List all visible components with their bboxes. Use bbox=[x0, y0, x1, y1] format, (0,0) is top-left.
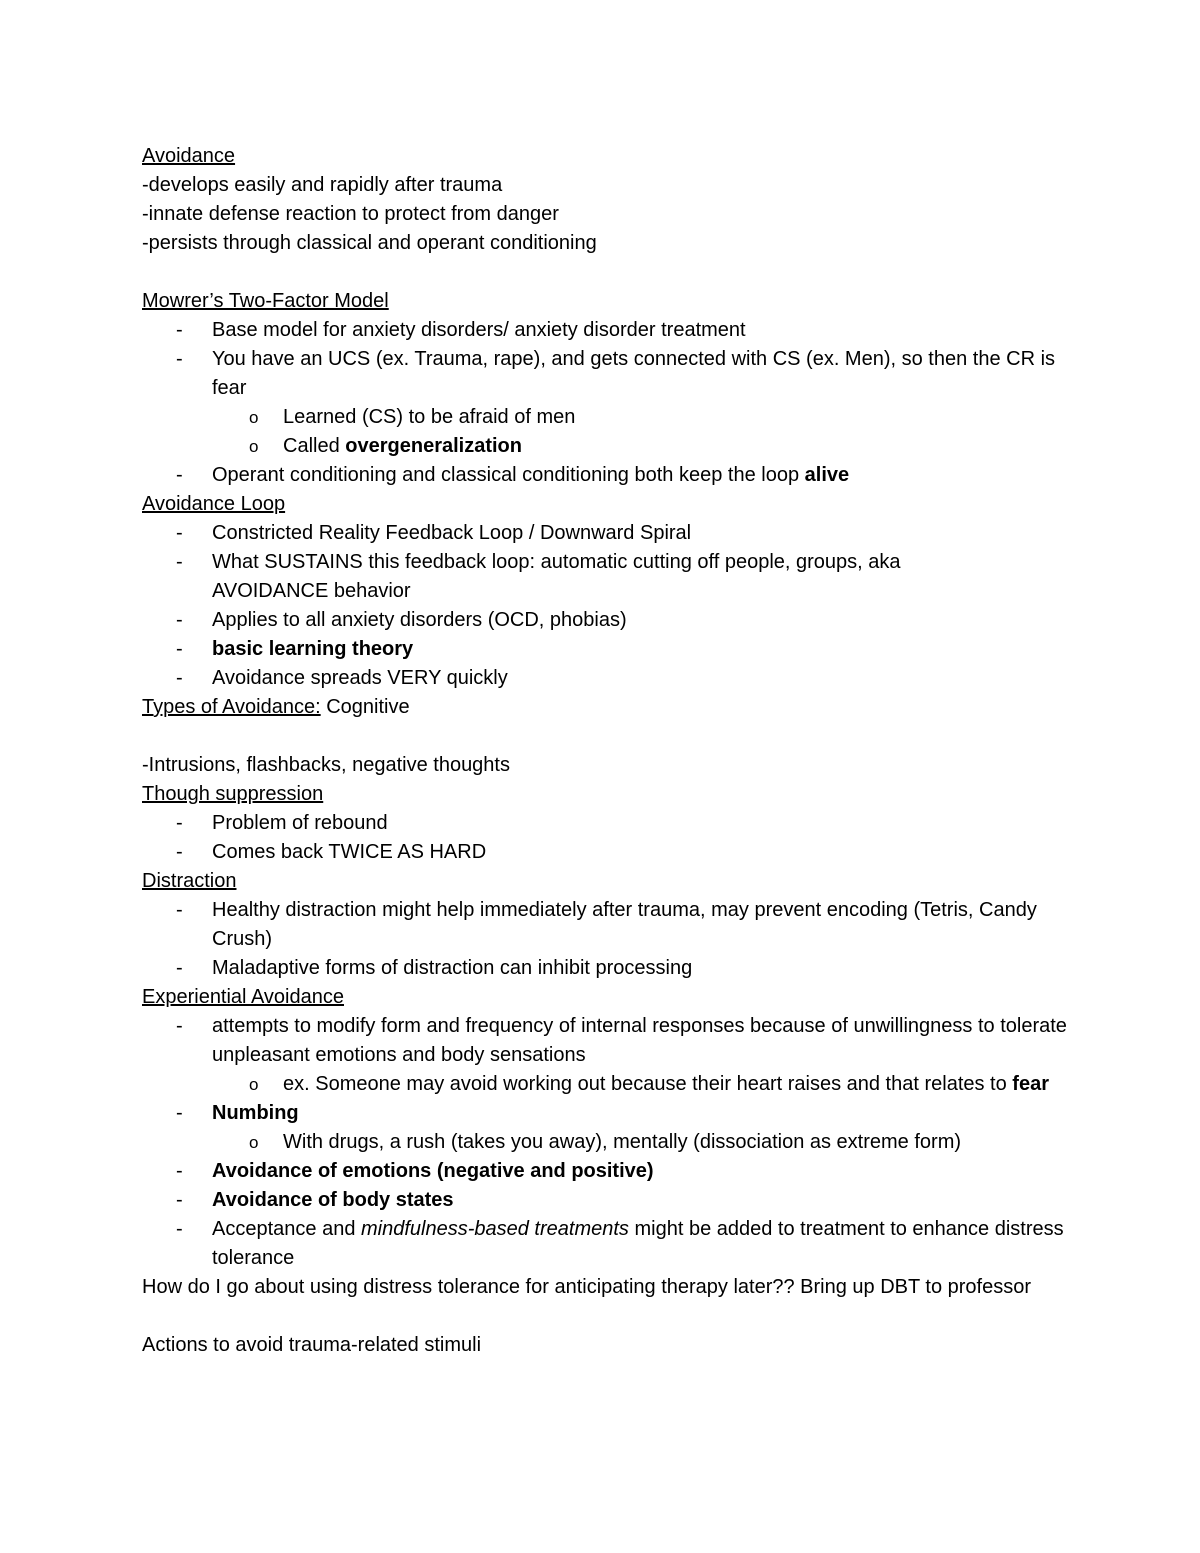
text-line: -innate defense reaction to protect from danger bbox=[142, 203, 559, 225]
text-line: -develops easily and rapidly after trauma bbox=[142, 174, 503, 196]
blank-line bbox=[142, 1302, 1072, 1331]
bullet-text: Base model for anxiety disorders/ anxiety disorder treatment bbox=[212, 319, 746, 341]
bullet-item bbox=[142, 461, 1072, 490]
dash-marker: - bbox=[176, 1218, 183, 1240]
dash-marker: - bbox=[176, 667, 183, 689]
section-heading-avoidance: Avoidance bbox=[142, 145, 236, 167]
bullet-item bbox=[142, 809, 1072, 838]
dash-marker: - bbox=[176, 899, 183, 921]
sub-bullet-text: ex. Someone may avoid working out because their heart raises and that relates to bbox=[283, 1073, 1013, 1095]
circle-marker: o bbox=[249, 1133, 259, 1152]
bullet-item bbox=[142, 316, 1072, 345]
bullet-item bbox=[142, 1099, 1072, 1128]
section-heading-types: Types of Avoidance: bbox=[142, 696, 321, 718]
bullet-text: Operant conditioning and classical conditioning both keep the loop bbox=[212, 464, 805, 486]
bullet-item bbox=[142, 548, 1072, 606]
section-heading-distraction: Distraction bbox=[142, 870, 237, 892]
bullet-item bbox=[142, 606, 1072, 635]
sub-bullet-text: Learned (CS) to be afraid of men bbox=[283, 406, 576, 428]
bullet-text: Comes back TWICE AS HARD bbox=[212, 841, 487, 863]
bullet-item bbox=[142, 664, 1072, 693]
dash-marker: - bbox=[176, 1189, 183, 1211]
dash-marker: - bbox=[176, 609, 183, 631]
dash-marker: - bbox=[176, 464, 183, 486]
dash-marker: - bbox=[176, 522, 183, 544]
document-page bbox=[142, 142, 1072, 1360]
bullet-text: You have an UCS (ex. Trauma, rape), and gets connected with CS (ex. Men), so then the CR is fear bbox=[212, 348, 1056, 399]
sub-bullet-text: With drugs, a rush (takes you away), mentally (dissociation as extreme form) bbox=[283, 1131, 962, 1153]
bullet-item bbox=[142, 1157, 1072, 1186]
bullet-text: Constricted Reality Feedback Loop / Downward Spiral bbox=[212, 522, 692, 544]
types-suffix: Cognitive bbox=[320, 696, 410, 718]
section-heading-experiential: Experiential Avoidance bbox=[142, 986, 344, 1008]
dash-marker: - bbox=[176, 812, 183, 834]
blank-line bbox=[142, 722, 1072, 751]
sub-bullet-item bbox=[142, 1070, 1072, 1099]
bullet-text: Maladaptive forms of distraction can inhibit processing bbox=[212, 957, 693, 979]
bullet-text: Problem of rebound bbox=[212, 812, 388, 834]
section-heading-suppression: Though suppression bbox=[142, 783, 324, 805]
dash-marker: - bbox=[176, 1160, 183, 1182]
dash-marker: - bbox=[176, 1102, 183, 1124]
bullet-text: basic learning theory bbox=[212, 638, 414, 660]
bullet-text: might be added to treatment to enhance distress tolerance bbox=[212, 1218, 1064, 1269]
dash-marker: - bbox=[176, 841, 183, 863]
dash-marker: - bbox=[176, 319, 183, 341]
bullet-text: Acceptance and bbox=[212, 1218, 361, 1240]
circle-marker: o bbox=[249, 437, 259, 456]
bullet-item bbox=[142, 345, 1072, 403]
bullet-text: Applies to all anxiety disorders (OCD, phobias) bbox=[212, 609, 627, 631]
bullet-item bbox=[142, 954, 1072, 983]
bullet-item bbox=[142, 635, 1072, 664]
question-line: How do I go about using distress tolerance for anticipating therapy later?? Bring up DBT to professor bbox=[142, 1276, 1032, 1298]
bold-term: fear bbox=[1012, 1073, 1049, 1095]
bullet-item bbox=[142, 1215, 1072, 1273]
bullet-text: attempts to modify form and frequency of internal responses because of unwillingness to tolerate unpleasant emotions and body sensations bbox=[212, 1015, 1067, 1066]
italic-term: mindfulness-based treatments bbox=[361, 1218, 629, 1240]
bullet-text: Avoidance of emotions (negative and positive) bbox=[212, 1160, 654, 1182]
dash-marker: - bbox=[176, 957, 183, 979]
types-line bbox=[142, 693, 1072, 722]
bullet-item bbox=[142, 896, 1072, 954]
bold-term: overgeneralization bbox=[345, 435, 522, 457]
dash-marker: - bbox=[176, 638, 183, 660]
bullet-text: Numbing bbox=[212, 1102, 299, 1124]
text-line: -Intrusions, flashbacks, negative thoughts bbox=[142, 754, 510, 776]
sub-bullet-item bbox=[142, 403, 1072, 432]
circle-marker: o bbox=[249, 1075, 259, 1094]
section-heading-avoidance-loop: Avoidance Loop bbox=[142, 493, 286, 515]
bullet-text: Avoidance of body states bbox=[212, 1189, 454, 1211]
text-line: -persists through classical and operant conditioning bbox=[142, 232, 597, 254]
sub-bullet-text: Called bbox=[283, 435, 346, 457]
bullet-text: Avoidance spreads VERY quickly bbox=[212, 667, 508, 689]
dash-marker: - bbox=[176, 1015, 183, 1037]
sub-bullet-item bbox=[142, 1128, 1072, 1157]
bold-term: alive bbox=[804, 464, 850, 486]
bullet-item bbox=[142, 519, 1072, 548]
bullet-text: Healthy distraction might help immediately after trauma, may prevent encoding (Tetris, Candy Crush) bbox=[212, 899, 1037, 950]
dash-marker: - bbox=[176, 348, 183, 370]
text-line: Actions to avoid trauma-related stimuli bbox=[142, 1334, 482, 1356]
section-heading-mowrer: Mowrer’s Two-Factor Model bbox=[142, 290, 389, 312]
blank-line bbox=[142, 258, 1072, 287]
circle-marker: o bbox=[249, 408, 259, 427]
sub-bullet-item bbox=[142, 432, 1072, 461]
bullet-text: What SUSTAINS this feedback loop: automatic cutting off people, groups, aka AVOIDANCE behavior bbox=[212, 551, 901, 602]
bullet-item bbox=[142, 1012, 1072, 1070]
bullet-item bbox=[142, 838, 1072, 867]
bullet-item bbox=[142, 1186, 1072, 1215]
dash-marker: - bbox=[176, 551, 183, 573]
